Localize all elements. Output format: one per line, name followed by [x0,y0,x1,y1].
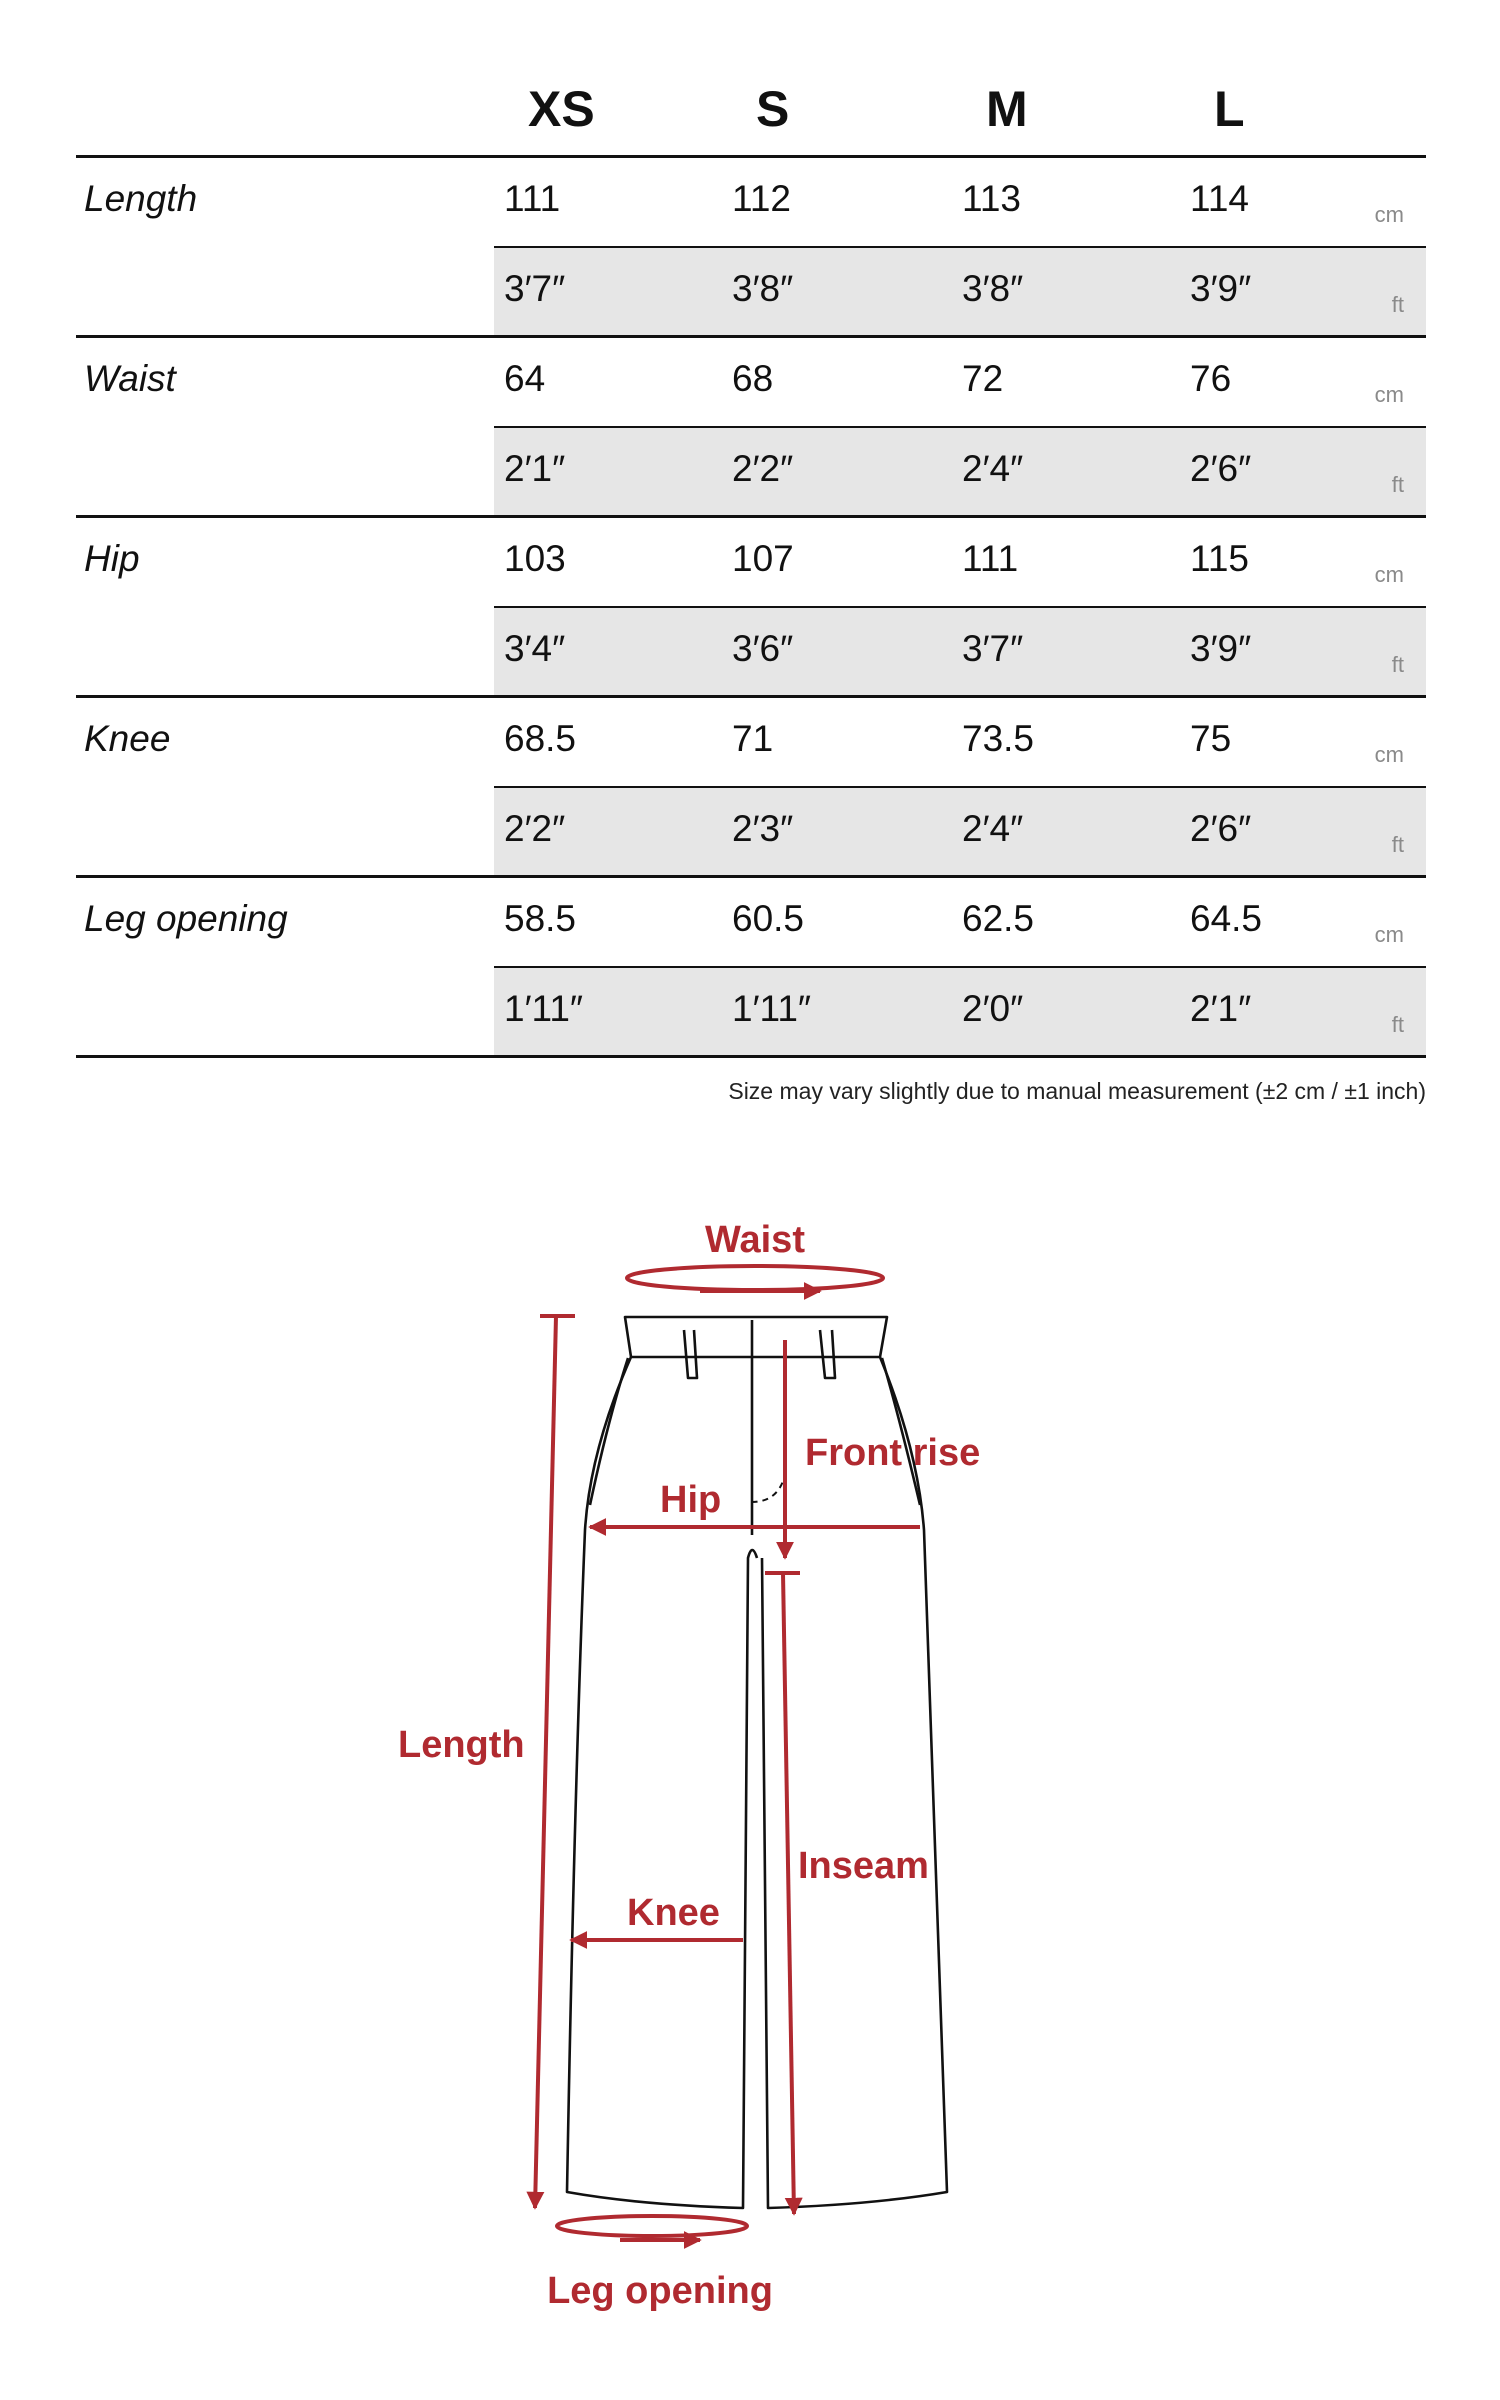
cell-value: 64.5 [1190,898,1263,939]
front-rise-label: Front rise [805,1432,981,1474]
unit-cm: cm [1374,562,1404,587]
size-xs-header: XS [528,81,595,137]
size-s-header: S [756,81,790,137]
cell-value: 60.5 [732,898,805,939]
cell-value: 2′2″ [504,808,566,849]
left-pocket [590,1358,628,1505]
unit-cm: cm [1374,742,1404,767]
size-l-header: L [1214,81,1245,137]
row-label: Knee [84,718,171,759]
cell-value: 111 [504,178,561,219]
row-label: Hip [84,538,140,579]
cell-value: 68.5 [504,718,577,759]
cell-value: 62.5 [962,898,1035,939]
waistband [625,1317,887,1357]
cell-value: 3′6″ [732,628,794,669]
unit-ft: ft [1391,832,1404,857]
cell-value: 107 [732,538,794,579]
knee-label: Knee [627,1892,720,1934]
cell-value: 68 [732,358,774,399]
waist-label: Waist [705,1219,805,1261]
cell-value: 3′8″ [732,268,794,309]
cell-value: 2′2″ [732,448,794,489]
cell-value: 2′1″ [1190,988,1252,1029]
cell-value: 103 [504,538,566,579]
leg-opening-loop [557,2216,747,2236]
cell-value: 3′4″ [504,628,566,669]
cell-value: 3′9″ [1190,628,1252,669]
unit-ft: ft [1391,292,1404,317]
cell-value: 75 [1190,718,1232,759]
length-label: Length [398,1724,525,1766]
cell-value: 1′11″ [504,988,584,1029]
hip-label: Hip [660,1479,722,1521]
cell-value: 64 [504,358,546,399]
inseam-arrow [783,1573,794,2214]
cell-value: 2′4″ [962,808,1024,849]
measurement-note: Size may vary slightly due to manual measurement (±2 cm / ±1 inch) [728,1078,1426,1104]
cell-value: 73.5 [962,718,1035,759]
cell-value: 2′4″ [962,448,1024,489]
cell-value: 115 [1190,538,1249,579]
cell-value: 112 [732,178,791,219]
row-label: Length [84,178,198,219]
cell-value: 3′8″ [962,268,1024,309]
size-m-header: M [986,81,1028,137]
unit-cm: cm [1374,202,1404,227]
unit-cm: cm [1374,922,1404,947]
cell-value: 76 [1190,358,1232,399]
unit-ft: ft [1391,652,1404,677]
cell-value: 72 [962,358,1004,399]
measurement-arrows [535,1266,920,2240]
cell-value: 2′6″ [1190,808,1252,849]
cell-value: 2′1″ [504,448,566,489]
cell-value: 3′7″ [504,268,566,309]
waist-loop [627,1266,883,1290]
cell-value: 3′9″ [1190,268,1252,309]
cell-value: 114 [1190,178,1249,219]
fly-stitch [752,1362,785,1502]
cell-value: 58.5 [504,898,577,939]
cell-value: 71 [732,718,774,759]
cell-value: 2′6″ [1190,448,1252,489]
cell-value: 1′11″ [732,988,812,1029]
cell-value: 3′7″ [962,628,1024,669]
inseam-label: Inseam [798,1845,929,1887]
cell-value: 113 [962,178,1021,219]
cell-value: 2′3″ [732,808,794,849]
row-label: Leg opening [84,898,288,939]
length-arrow [535,1316,556,2208]
leg-opening-label: Leg opening [547,2270,773,2312]
unit-cm: cm [1374,382,1404,407]
cell-value: 2′0″ [962,988,1024,1029]
unit-ft: ft [1391,472,1404,497]
unit-ft: ft [1391,1012,1404,1037]
row-label: Waist [84,358,176,399]
cell-value: 111 [962,538,1019,579]
